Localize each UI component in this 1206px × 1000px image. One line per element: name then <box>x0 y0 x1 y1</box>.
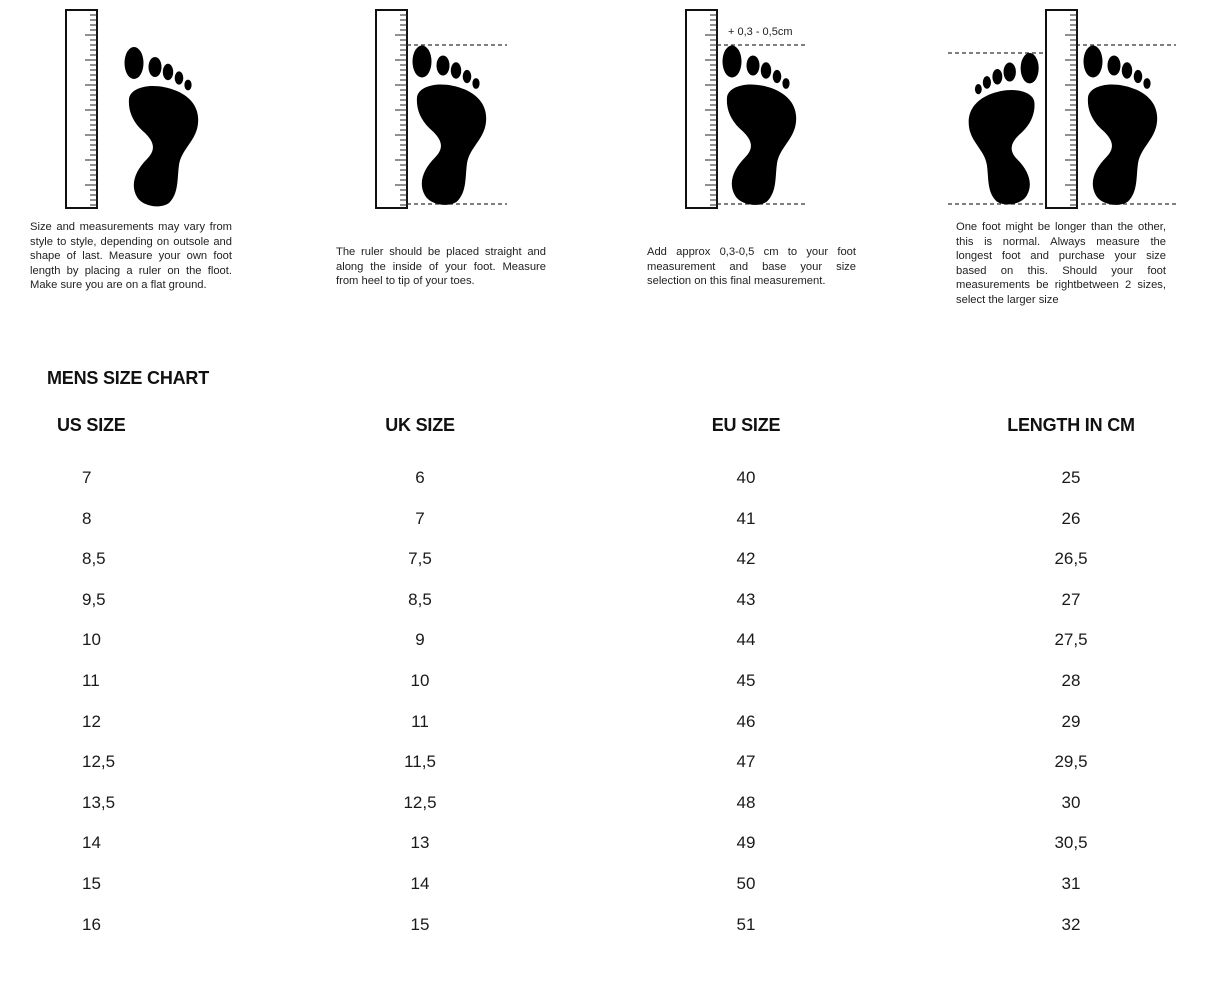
illustration-panel-2 <box>335 0 585 330</box>
uk-size-cell: 10 <box>410 671 430 690</box>
eu-size-cell: 42 <box>736 549 756 569</box>
length-cm-cell: 25 <box>1061 468 1081 487</box>
allowance-tip-text: Add approx 0,3-0,5 cm to your foot measurement and base your size selection on this final measurement. <box>647 246 856 288</box>
us-size-cell: 9,5 <box>82 589 106 609</box>
length-cm-cell: 32 <box>1061 914 1081 934</box>
table-row <box>0 629 1206 659</box>
table-row <box>0 832 1206 862</box>
length-cm-cell: 27 <box>1061 589 1081 609</box>
header-uk-size: UK SIZE <box>385 415 455 435</box>
uk-size-cell: 13 <box>410 833 430 853</box>
us-size-cell: 12 <box>82 711 101 731</box>
header-eu-size: EU SIZE <box>711 415 781 435</box>
uk-size-cell: 11 <box>411 711 429 731</box>
foot-icon <box>413 46 487 205</box>
us-size-cell: 8 <box>82 508 92 528</box>
table-row <box>0 508 1206 538</box>
eu-size-cell: 45 <box>736 671 756 690</box>
eu-size-cell: 40 <box>736 468 756 487</box>
uk-size-cell: 14 <box>410 874 430 893</box>
length-cm-cell: 26,5 <box>1054 549 1088 569</box>
uk-size-cell: 8,5 <box>408 589 432 609</box>
table-row <box>0 873 1206 903</box>
illustration-panel-1 <box>28 0 278 330</box>
length-cm-cell: 31 <box>1061 874 1081 893</box>
table-row <box>0 589 1206 619</box>
eu-size-cell: 49 <box>736 833 756 853</box>
header-us-size: US SIZE <box>57 415 126 435</box>
uk-size-cell: 7 <box>415 508 425 528</box>
uk-size-cell: 7,5 <box>408 549 432 569</box>
length-cm-cell: 30,5 <box>1054 833 1088 853</box>
uk-size-cell: 9 <box>415 630 425 650</box>
length-cm-cell: 26 <box>1061 508 1081 528</box>
uk-size-cell: 11,5 <box>404 752 436 772</box>
chart-title: MENS SIZE CHART <box>47 368 210 388</box>
us-size-cell: 7 <box>82 468 92 487</box>
eu-size-cell: 46 <box>736 711 756 731</box>
table-row <box>0 914 1206 944</box>
foot-icon <box>125 47 199 206</box>
header-length-cm: LENGTH IN CM <box>1007 415 1135 435</box>
us-size-cell: 13,5 <box>82 792 116 812</box>
uk-size-cell: 6 <box>415 468 425 487</box>
ruler-icon <box>686 10 717 208</box>
ruler-icon <box>1046 10 1077 208</box>
eu-size-cell: 44 <box>736 630 756 650</box>
table-row <box>0 711 1206 741</box>
length-cm-cell: 29,5 <box>1054 752 1088 772</box>
foot-icon <box>723 46 797 205</box>
eu-size-cell: 43 <box>736 589 756 609</box>
foot-icon <box>969 53 1039 204</box>
table-row <box>0 670 1206 700</box>
allowance-annotation: + 0,3 - 0,5cm <box>728 26 793 38</box>
uk-size-cell: 12,5 <box>403 792 437 812</box>
table-row <box>0 751 1206 781</box>
eu-size-cell: 51 <box>736 914 756 934</box>
uk-size-cell: 15 <box>410 914 430 934</box>
length-cm-cell: 30 <box>1061 792 1081 812</box>
us-size-cell: 14 <box>82 833 101 853</box>
ruler-tip-text: The ruler should be placed straight and along the inside of your foot. Measure from heel to tip of your toes. <box>336 246 546 288</box>
length-cm-cell: 28 <box>1061 671 1081 690</box>
us-size-cell: 16 <box>82 914 101 934</box>
foot-icon <box>1084 46 1158 205</box>
us-size-cell: 15 <box>82 874 101 893</box>
eu-size-cell: 41 <box>736 508 756 528</box>
illustration-panel-4 <box>946 0 1196 330</box>
length-cm-cell: 27,5 <box>1054 630 1088 650</box>
eu-size-cell: 48 <box>736 792 756 812</box>
us-size-cell: 8,5 <box>82 549 106 569</box>
table-row <box>0 548 1206 578</box>
ruler-icon <box>376 10 407 208</box>
measure-tip-text: Size and measurements may vary from style to style, depending on outsole and shape of last. Measure your own foot length by placing a ruler on the floot. Make sure you are on a flat ground. <box>30 221 232 292</box>
us-size-cell: 11 <box>82 671 100 690</box>
us-size-cell: 10 <box>82 630 101 650</box>
us-size-cell: 12,5 <box>82 752 116 772</box>
length-cm-cell: 29 <box>1061 711 1081 731</box>
illustration-panel-3 <box>646 0 896 330</box>
table-row <box>0 792 1206 822</box>
longest-foot-tip-text: One foot might be longer than the other, this is normal. Always measure the longest foot and purchase your size based on this. Should your foot measurements be rightbetween 2 sizes, select the larger size <box>956 221 1166 306</box>
eu-size-cell: 50 <box>736 874 756 893</box>
table-row <box>0 467 1206 497</box>
ruler-icon <box>66 10 97 208</box>
eu-size-cell: 47 <box>736 752 756 772</box>
